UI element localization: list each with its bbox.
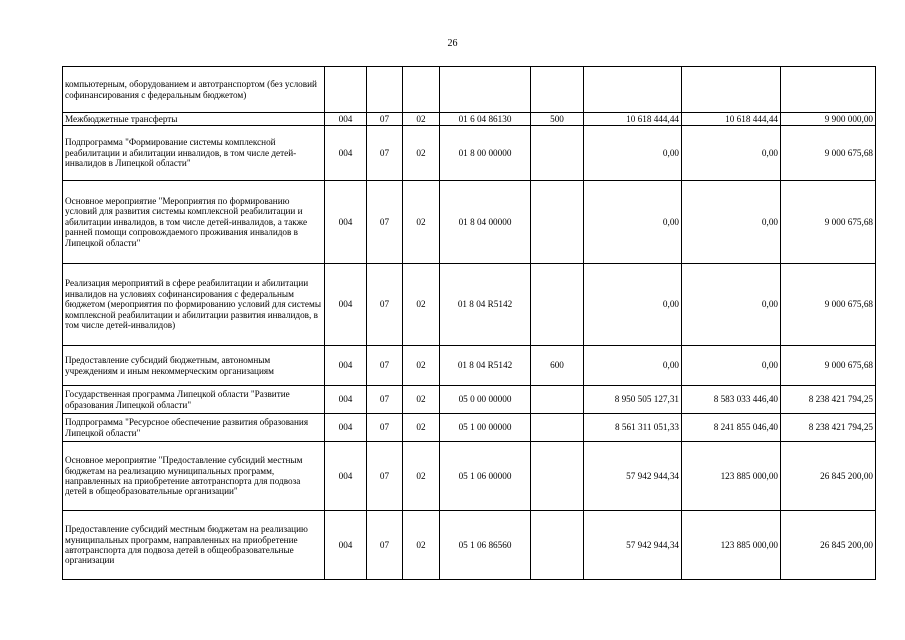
section-code-cell <box>367 67 403 113</box>
amount-2-cell: 0,00 <box>682 346 781 386</box>
amount-1-cell: 8 561 311 051,33 <box>584 414 682 442</box>
ministry-code-cell: 004 <box>325 346 367 386</box>
target-article-cell: 01 6 04 86130 <box>440 113 531 126</box>
row-name-cell: Предоставление субсидий бюджетным, автономным учреждениям и иным некоммерческим организациям <box>63 346 325 386</box>
table-row <box>63 126 876 181</box>
subsection-code-cell: 02 <box>403 264 440 346</box>
amount-1-cell <box>584 67 682 113</box>
amount-3-cell <box>781 67 876 113</box>
section-code-cell: 07 <box>367 126 403 181</box>
subsection-code-cell: 02 <box>403 126 440 181</box>
expense-type-cell <box>531 181 584 264</box>
amount-2-cell: 123 885 000,00 <box>682 511 781 580</box>
amount-1-cell: 57 942 944,34 <box>584 442 682 511</box>
ministry-code-cell: 004 <box>325 414 367 442</box>
ministry-code-cell: 004 <box>325 442 367 511</box>
subsection-code-cell: 02 <box>403 414 440 442</box>
amount-2-cell: 10 618 444,44 <box>682 113 781 126</box>
table-row <box>63 386 876 414</box>
section-code-cell: 07 <box>367 346 403 386</box>
row-name-cell: Государственная программа Липецкой области "Развитие образования Липецкой области" <box>63 386 325 414</box>
amount-1-cell: 0,00 <box>584 181 682 264</box>
section-code-cell: 07 <box>367 442 403 511</box>
target-article-cell: 01 8 04 R5142 <box>440 346 531 386</box>
amount-1-cell: 10 618 444,44 <box>584 113 682 126</box>
ministry-code-cell: 004 <box>325 113 367 126</box>
budget-table-body <box>63 67 876 580</box>
subsection-code-cell: 02 <box>403 511 440 580</box>
amount-3-cell: 9 000 675,68 <box>781 264 876 346</box>
subsection-code-cell: 02 <box>403 442 440 511</box>
expense-type-cell <box>531 386 584 414</box>
expense-type-cell <box>531 414 584 442</box>
table-row <box>63 511 876 580</box>
amount-3-cell: 8 238 421 794,25 <box>781 414 876 442</box>
amount-1-cell: 0,00 <box>584 346 682 386</box>
table-row <box>63 113 876 126</box>
table-row <box>63 414 876 442</box>
expense-type-cell <box>531 511 584 580</box>
section-code-cell: 07 <box>367 113 403 126</box>
amount-3-cell: 9 900 000,00 <box>781 113 876 126</box>
subsection-code-cell <box>403 67 440 113</box>
amount-3-cell: 26 845 200,00 <box>781 511 876 580</box>
subsection-code-cell: 02 <box>403 346 440 386</box>
section-code-cell: 07 <box>367 414 403 442</box>
ministry-code-cell: 004 <box>325 126 367 181</box>
section-code-cell: 07 <box>367 511 403 580</box>
row-name-cell: Подпрограмма "Ресурсное обеспечение развития образования Липецкой области" <box>63 414 325 442</box>
subsection-code-cell: 02 <box>403 386 440 414</box>
expense-type-cell <box>531 264 584 346</box>
amount-1-cell: 0,00 <box>584 264 682 346</box>
amount-1-cell: 0,00 <box>584 126 682 181</box>
ministry-code-cell: 004 <box>325 264 367 346</box>
target-article-cell: 05 1 00 00000 <box>440 414 531 442</box>
expense-type-cell <box>531 67 584 113</box>
amount-2-cell: 0,00 <box>682 264 781 346</box>
target-article-cell: 01 8 04 R5142 <box>440 264 531 346</box>
target-article-cell: 05 0 00 00000 <box>440 386 531 414</box>
target-article-cell: 01 8 00 00000 <box>440 126 531 181</box>
amount-3-cell: 8 238 421 794,25 <box>781 386 876 414</box>
section-code-cell: 07 <box>367 181 403 264</box>
table-row <box>63 181 876 264</box>
row-name-cell: Подпрограмма "Формирование системы комплексной реабилитации и абилитации инвалидов, в том числе детей-инвалидов в Липецкой области" <box>63 126 325 181</box>
row-name-cell: компьютерным, оборудованием и автотранспортом (без условий софинансирования с федеральным бюджетом) <box>63 67 325 113</box>
target-article-cell: 05 1 06 00000 <box>440 442 531 511</box>
row-name-cell: Межбюджетные трансферты <box>63 113 325 126</box>
amount-2-cell <box>682 67 781 113</box>
target-article-cell: 05 1 06 86560 <box>440 511 531 580</box>
amount-2-cell: 123 885 000,00 <box>682 442 781 511</box>
amount-3-cell: 26 845 200,00 <box>781 442 876 511</box>
table-row <box>63 67 876 113</box>
page-number: 26 <box>447 38 458 49</box>
row-name-cell: Основное мероприятие "Мероприятия по формированию условий для развития системы комплексной реабилитации и абилитации инвалидов, в том числе детей-инвалидов, а также ранней помощи сопровождаемого проживания инвалидов в Липецкой области" <box>63 181 325 264</box>
expense-type-cell: 600 <box>531 346 584 386</box>
amount-3-cell: 9 000 675,68 <box>781 346 876 386</box>
target-article-cell: 01 8 04 00000 <box>440 181 531 264</box>
subsection-code-cell: 02 <box>403 181 440 264</box>
amount-2-cell: 8 583 033 446,40 <box>682 386 781 414</box>
subsection-code-cell: 02 <box>403 113 440 126</box>
amount-2-cell: 8 241 855 046,40 <box>682 414 781 442</box>
row-name-cell: Реализация мероприятий в сфере реабилитации и абилитации инвалидов на условиях софинансирования с федеральным бюджетом (мероприятия по формированию условий для системы комплексной реабилитации и абилитации развития инвалидов, в том числе детей-инвалидов) <box>63 264 325 346</box>
amount-1-cell: 8 950 505 127,31 <box>584 386 682 414</box>
row-name-cell: Предоставление субсидий местным бюджетам на реализацию муниципальных программ, направленных на приобретение автотранспорта для подвоза детей в общеобразовательные организации <box>63 511 325 580</box>
table-row <box>63 346 876 386</box>
table-row <box>63 442 876 511</box>
row-name-cell: Основное мероприятие "Предоставление субсидий местным бюджетам на реализацию муниципальных программ, направленных на приобретение автотранспорта для подвоза детей в общеобразовательные организации" <box>63 442 325 511</box>
section-code-cell: 07 <box>367 264 403 346</box>
amount-3-cell: 9 000 675,68 <box>781 181 876 264</box>
ministry-code-cell: 004 <box>325 386 367 414</box>
expense-type-cell: 500 <box>531 113 584 126</box>
table-row <box>63 264 876 346</box>
ministry-code-cell: 004 <box>325 511 367 580</box>
section-code-cell: 07 <box>367 386 403 414</box>
expense-type-cell <box>531 126 584 181</box>
ministry-code-cell: 004 <box>325 181 367 264</box>
expense-type-cell <box>531 442 584 511</box>
ministry-code-cell <box>325 67 367 113</box>
amount-2-cell: 0,00 <box>682 181 781 264</box>
budget-table <box>62 66 876 580</box>
amount-3-cell: 9 000 675,68 <box>781 126 876 181</box>
amount-2-cell: 0,00 <box>682 126 781 181</box>
amount-1-cell: 57 942 944,34 <box>584 511 682 580</box>
target-article-cell <box>440 67 531 113</box>
